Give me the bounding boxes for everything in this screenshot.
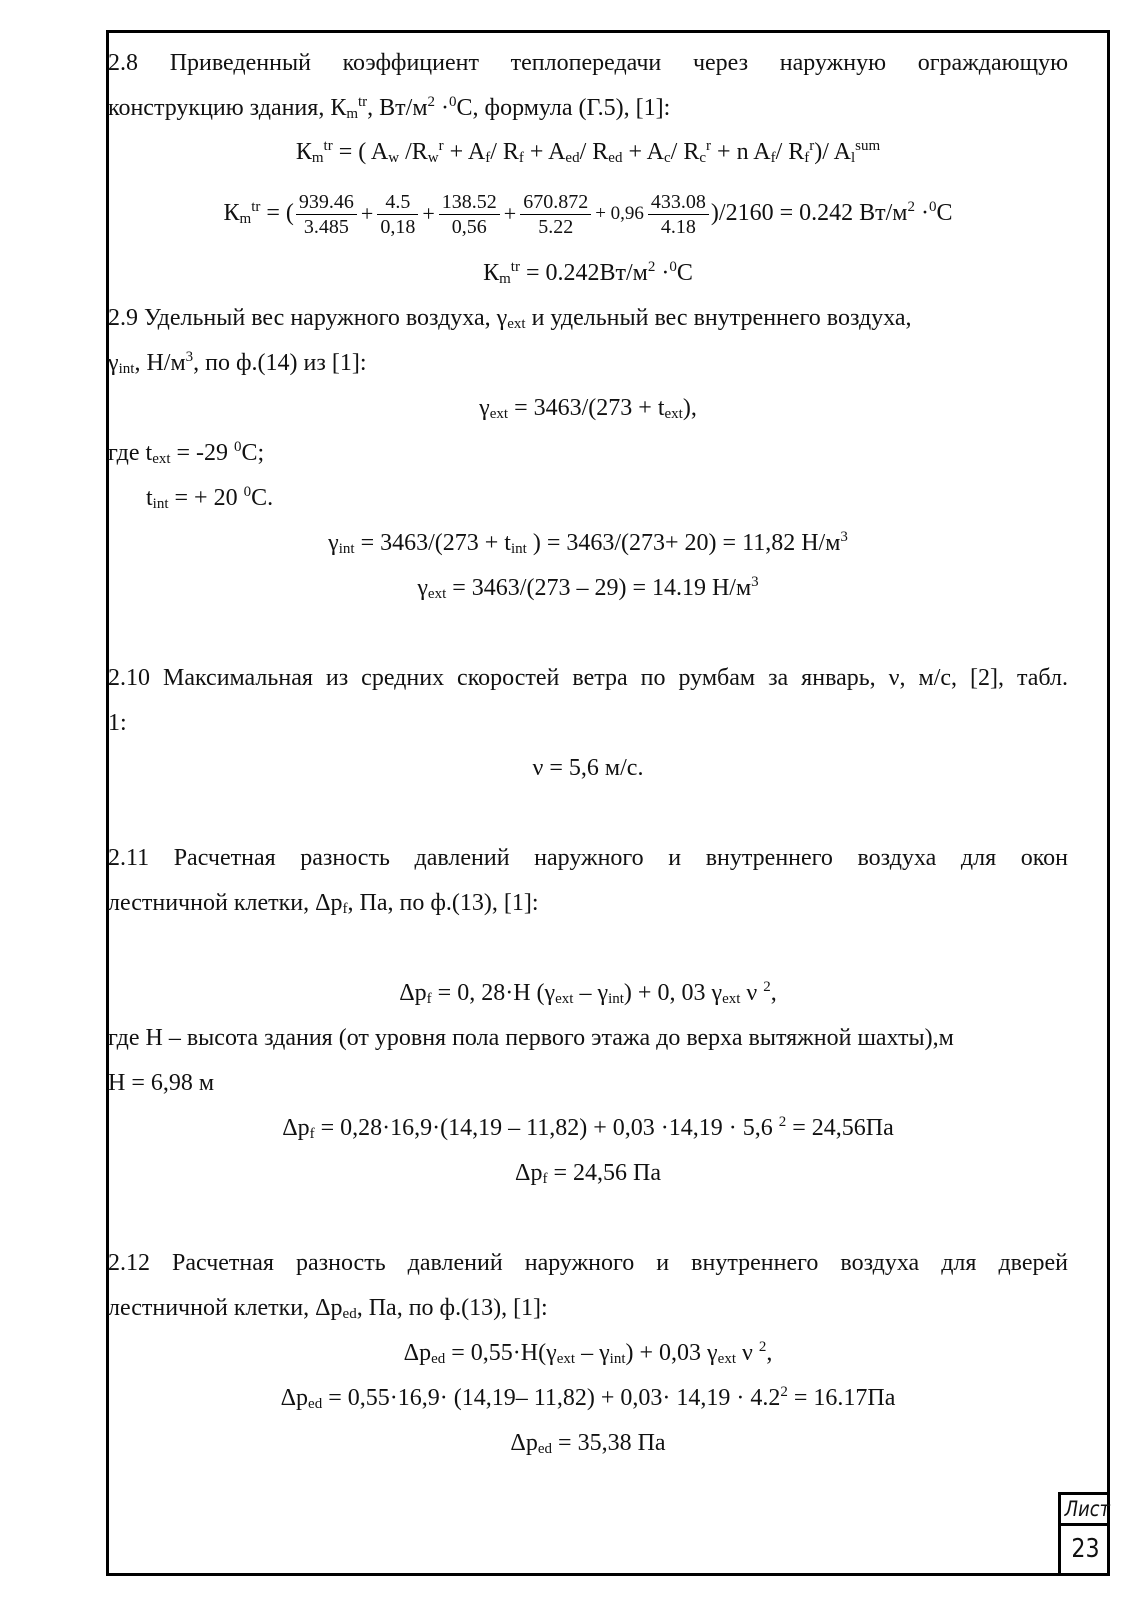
sheet-number: 23 bbox=[1071, 1534, 1100, 1564]
fraction: $\frac{138.52}{0,56}$ bbox=[439, 190, 500, 239]
where-t-int: $t_{int}$ = + 20 $^0$С. bbox=[146, 484, 274, 512]
sheet-label: Лист bbox=[1064, 1497, 1110, 1521]
section-2-11-line-2: лестничной клетки, $\Delta р_f$, Па, по ф.(13), [1]: bbox=[108, 890, 539, 917]
section-2-12-line-1: 2.12 Расчетная разность давлений наружного и внутреннего воздуха для дверей bbox=[108, 1250, 1068, 1276]
formula-k-tr: $К_m^{tr}$ = ( $A_w$ $/R_w^r + A_f/$ $R_f + A_{ed}/$ $R_{ed} + A_c/$ $R_c^r + n$ $A_f/$ $R_f^r)/$ $A_l^{sum}$ bbox=[295, 138, 881, 166]
h-value: Н = 6,98 м bbox=[108, 1070, 215, 1096]
section-2-9-line-2: $\gamma_{int}$, $Н/м^3$, по ф.(14) из [1]: bbox=[108, 349, 367, 377]
section-2-12-line-2: лестничной клетки, $\Delta р_{ed}$, Па, по ф.(13), [1]: bbox=[108, 1295, 548, 1322]
section-2-8-line-2: конструкцию здания, $К_m^{tr}$, $Вт/м^2 \cdot^0С$, формула (Г.5), [1]: bbox=[108, 94, 671, 122]
calc-delta-pf: $\Delta р_f = 0,28\cdot 16,9\cdot(14,19 - 11,82) + 0,03 \cdot 14,19 \cdot 5,6$ $^2$ = 24,56Па bbox=[282, 1114, 894, 1142]
section-2-10-line-2: 1: bbox=[108, 710, 127, 736]
fraction: $\frac{939.46}{3.485}$ bbox=[296, 190, 357, 239]
section-2-8-line-1: 2.8 Приведенный коэффициент теплопередачи через наружную ограждающую bbox=[108, 50, 1068, 76]
sheet-box-divider bbox=[1061, 1523, 1110, 1526]
fraction: $\frac{670.872}{5.22}$ bbox=[520, 190, 591, 239]
where-t-ext: где $t_{ext} = -29$ $^0$С; bbox=[108, 439, 265, 467]
calc-gamma-int: $\gamma_{int} = 3463/(273 + t_{int}$ ) = 3463/(273+ 20) = 11,82 $Н/м^3$ bbox=[328, 529, 848, 557]
formula-delta-pf: $\Delta р_f = 0$, 28·Н $(\gamma_{ext} - \gamma_{int}) + 0$, 03 $\gamma_{ext}$ ν $^2$, bbox=[399, 979, 777, 1007]
fraction: $\frac{4.5}{0,18}$ bbox=[377, 190, 418, 239]
section-2-9-line-1: 2.9 Удельный вес наружного воздуха, $\gamma_{ext}$ и удельный вес внутреннего воздуха, bbox=[108, 305, 912, 332]
formula-delta-ped: $\Delta р_{ed} = 0,55\cdot Н(\gamma_{ext} - \gamma_{int}) + 0,03$ $\gamma_{ext}$ ν $^2$, bbox=[403, 1339, 773, 1367]
section-2-11-line-1: 2.11 Расчетная разность давлений наружного и внутреннего воздуха для окон bbox=[108, 845, 1068, 871]
result-delta-ped: $\Delta р_{ed} = 35,38$ Па bbox=[510, 1430, 666, 1457]
fraction: $\frac{433.08}{4.18}$ bbox=[648, 190, 709, 239]
formula-k-tr-calculation: $К_m^{tr}$ = ( $\frac{939.46}{3.485}$ + $\frac{4.5}{0,18}$ + $\frac{138.52}{0,56}$ + $\frac{670.872}{5.22}$ + 0,96 $\frac{433.08}{4.18}$ )/2160 = 0.242 $Вт/м^2 \cdot^0С$ bbox=[223, 190, 953, 238]
sheet-number-box bbox=[1058, 1492, 1110, 1576]
calc-delta-ped: $\Delta р_{ed} = 0,55\cdot 16,9\cdot (14,19-$ $11,82) + 0,03\cdot 14,19 \cdot 4.2^2 = 16.17Па$ bbox=[280, 1384, 896, 1412]
section-2-10-line-1: 2.10 Максимальная из средних скоростей ветра по румбам за январь, ν, м/с, [2], табл. bbox=[108, 665, 1068, 691]
result-delta-pf: $\Delta р_f = 24,56$ Па bbox=[515, 1160, 661, 1187]
formula-gamma-ext: $\gamma_{ext} = 3463/(273 + t_{ext})$, bbox=[479, 395, 697, 422]
formula-k-tr-result: $К_m^{tr} = 0.242Вт/м^2 \cdot^0С$ bbox=[483, 259, 693, 287]
calc-gamma-ext: $\gamma_{ext} = 3463/(273 - 29) = 14.19$ $Н/м^3$ bbox=[417, 574, 759, 602]
where-h-definition: где Н – высота здания (от уровня пола первого этажа до верха вытяжной шахты),м bbox=[108, 1025, 954, 1051]
wind-speed-value: ν = 5,6 м/с. bbox=[532, 755, 644, 781]
